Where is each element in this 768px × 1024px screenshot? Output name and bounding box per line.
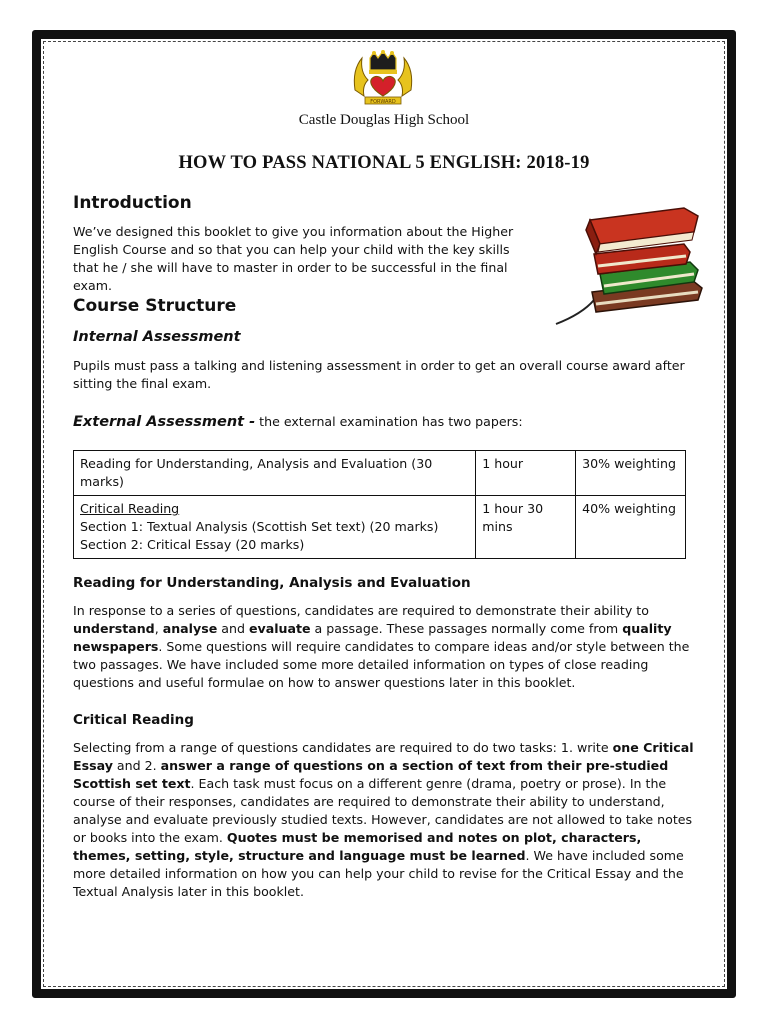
external-assessment-line (73, 413, 695, 431)
internal-assessment-heading: Internal Assessment (73, 329, 241, 345)
table-row (74, 496, 686, 559)
paper-cell (74, 496, 476, 559)
table-row (74, 451, 686, 496)
paper-section-1: Section 1: Textual Analysis (Scottish Set text) (20 marks) (80, 519, 439, 534)
paper-section-2: Section 2: Critical Essay (20 marks) (80, 537, 305, 552)
school-name: Castle Douglas High School (298, 112, 470, 128)
weight-cell: 40% weighting (576, 496, 686, 559)
rua-text: In response to a series of questions, candidates are required to demonstrate their ability to understand, analyse and evaluate a passage. These passages normally come from quality newspapers. Some questions will require candidates to compare ideas and/or style between the two passages. We have included some more detailed information on types of close reading questions and useful formulae on how to answer questions later in this booklet. (73, 603, 690, 690)
page-title: HOW TO PASS NATIONAL 5 ENGLISH: 2018-19 (178, 153, 590, 173)
paper-title: Critical Reading (80, 501, 180, 516)
course-structure-heading: Course Structure (73, 296, 237, 316)
intro-text: We’ve designed this booklet to give you information about the Higher English Course and so that you can help your child with the key skills that he / she will have to master in order to be successful in the final exam. (73, 224, 514, 293)
rua-heading: Reading for Understanding, Analysis and Evaluation (73, 575, 471, 591)
time-cell: 1 hour 30 mins (476, 496, 576, 559)
crest-motto: FORWARD (370, 99, 396, 105)
internal-assessment-text: Pupils must pass a talking and listening assessment in order to get an overall course award after sitting the final exam. (73, 358, 685, 391)
time-cell: 1 hour (476, 451, 576, 496)
school-crest-logo (350, 50, 416, 106)
critical-reading-heading: Critical Reading (73, 712, 194, 728)
paper-cell: Reading for Understanding, Analysis and Evaluation (30 marks) (74, 451, 476, 496)
intro-heading: Introduction (73, 193, 192, 213)
critical-reading-text: Selecting from a range of questions candidates are required to do two tasks: 1. write one Critical Essay and 2. answer a range of questions on a section of text from their pre-studied Scottish set text. Each task must focus on a different genre (drama, poetry or prose). In the course of their responses, candidates are required to demonstrate their ability to understand, analyse and evaluate previously studied texts. However, candidates are not allowed to take notes or books into the exam. Quotes must be memorised and notes on plot, characters, themes, setting, style, structure and language must be learned. We have included some more detailed information on how you can help your child to revise for the Critical Essay and the Textual Analysis later in this booklet. (73, 740, 694, 899)
exam-papers-table (73, 450, 686, 559)
external-assessment-text: the external examination has two papers: (255, 414, 523, 429)
books-illustration (552, 196, 712, 328)
weight-cell: 30% weighting (576, 451, 686, 496)
external-assessment-heading: External Assessment - (73, 414, 256, 430)
